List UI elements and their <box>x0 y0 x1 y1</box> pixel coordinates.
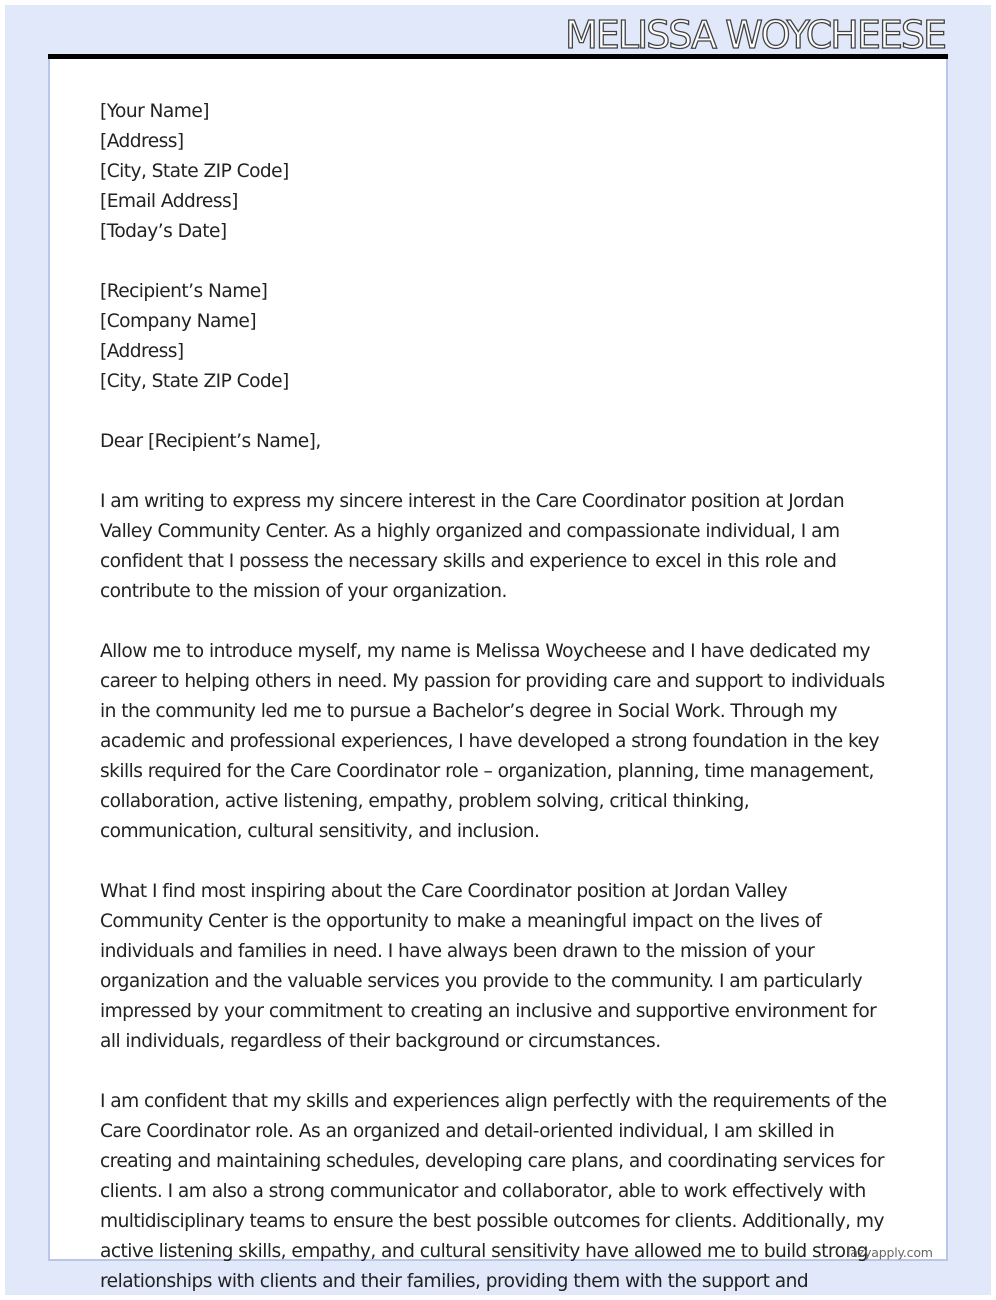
sender-line: [City, State ZIP Code] <box>100 161 289 182</box>
letter-body <box>100 97 900 1297</box>
paragraph-line: academic and professional experiences, I have developed a strong foundation in the key <box>100 731 879 752</box>
paragraph-intro <box>100 487 900 607</box>
salutation: Dear [Recipient’s Name], <box>100 431 321 452</box>
sender-block <box>100 97 900 247</box>
sender-line: [Your Name] <box>100 101 209 122</box>
paragraph-line: organization and the valuable services you provide to the community. I am particularly <box>100 971 863 992</box>
paragraph-line: Allow me to introduce myself, my name is Melissa Woycheese and I have dedicated my <box>100 641 871 662</box>
paragraph-line: Care Coordinator role. As an organized and detail-oriented individual, I am skilled in <box>100 1121 835 1142</box>
paragraph-line: relationships with clients and their families, providing them with the support and <box>100 1271 809 1292</box>
watermark: lazyapply.com <box>847 1245 933 1260</box>
paragraph-line: all individuals, regardless of their background or circumstances. <box>100 1031 661 1052</box>
paragraph-line: Valley Community Center. As a highly organized and compassionate individual, I am <box>100 521 840 542</box>
paragraph-line: collaboration, active listening, empathy, problem solving, critical thinking, <box>100 791 750 812</box>
paragraph-motivation <box>100 877 900 1057</box>
recipient-line: [Recipient’s Name] <box>100 281 268 302</box>
paragraph-line: creating and maintaining schedules, developing care plans, and coordinating services for <box>100 1151 884 1172</box>
sender-line: [Address] <box>100 131 184 152</box>
paragraph-line: What I find most inspiring about the Care Coordinator position at Jordan Valley <box>100 881 788 902</box>
header-name: MELISSA WOYCHEESE <box>565 13 945 57</box>
paragraph-line: contribute to the mission of your organization. <box>100 581 507 602</box>
paragraph-line: individuals and families in need. I have always been drawn to the mission of your <box>100 941 815 962</box>
paragraph-line: clients. I am also a strong communicator and collaborator, able to work effectively with <box>100 1181 866 1202</box>
paragraph-line: skills required for the Care Coordinator role – organization, planning, time management, <box>100 761 874 782</box>
recipient-line: [Address] <box>100 341 184 362</box>
paragraph-line: confident that I possess the necessary skills and experience to excel in this role and <box>100 551 837 572</box>
paragraph-line: in the community led me to pursue a Bachelor’s degree in Social Work. Through my <box>100 701 838 722</box>
recipient-block <box>100 277 900 397</box>
paragraph-line: career to helping others in need. My passion for providing care and support to individuals <box>100 671 885 692</box>
paragraph-background <box>100 637 900 847</box>
paragraph-line: Community Center is the opportunity to make a meaningful impact on the lives of <box>100 911 822 932</box>
recipient-line: [Company Name] <box>100 311 257 332</box>
paragraph-line: multidisciplinary teams to ensure the best possible outcomes for clients. Additionally, my <box>100 1211 884 1232</box>
paragraph-line: active listening skills, empathy, and cultural sensitivity have allowed me to build strong <box>100 1241 868 1262</box>
paragraph-line: impressed by your commitment to creating an inclusive and supportive environment for <box>100 1001 877 1022</box>
paragraph-skills <box>100 1087 900 1297</box>
paragraph-line: I am confident that my skills and experiences align perfectly with the requirements of the <box>100 1091 887 1112</box>
recipient-line: [City, State ZIP Code] <box>100 371 289 392</box>
sender-line: [Email Address] <box>100 191 238 212</box>
paragraph-line: I am writing to express my sincere interest in the Care Coordinator position at Jordan <box>100 491 845 512</box>
sender-line: [Today’s Date] <box>100 221 227 242</box>
paragraph-line: communication, cultural sensitivity, and inclusion. <box>100 821 540 842</box>
